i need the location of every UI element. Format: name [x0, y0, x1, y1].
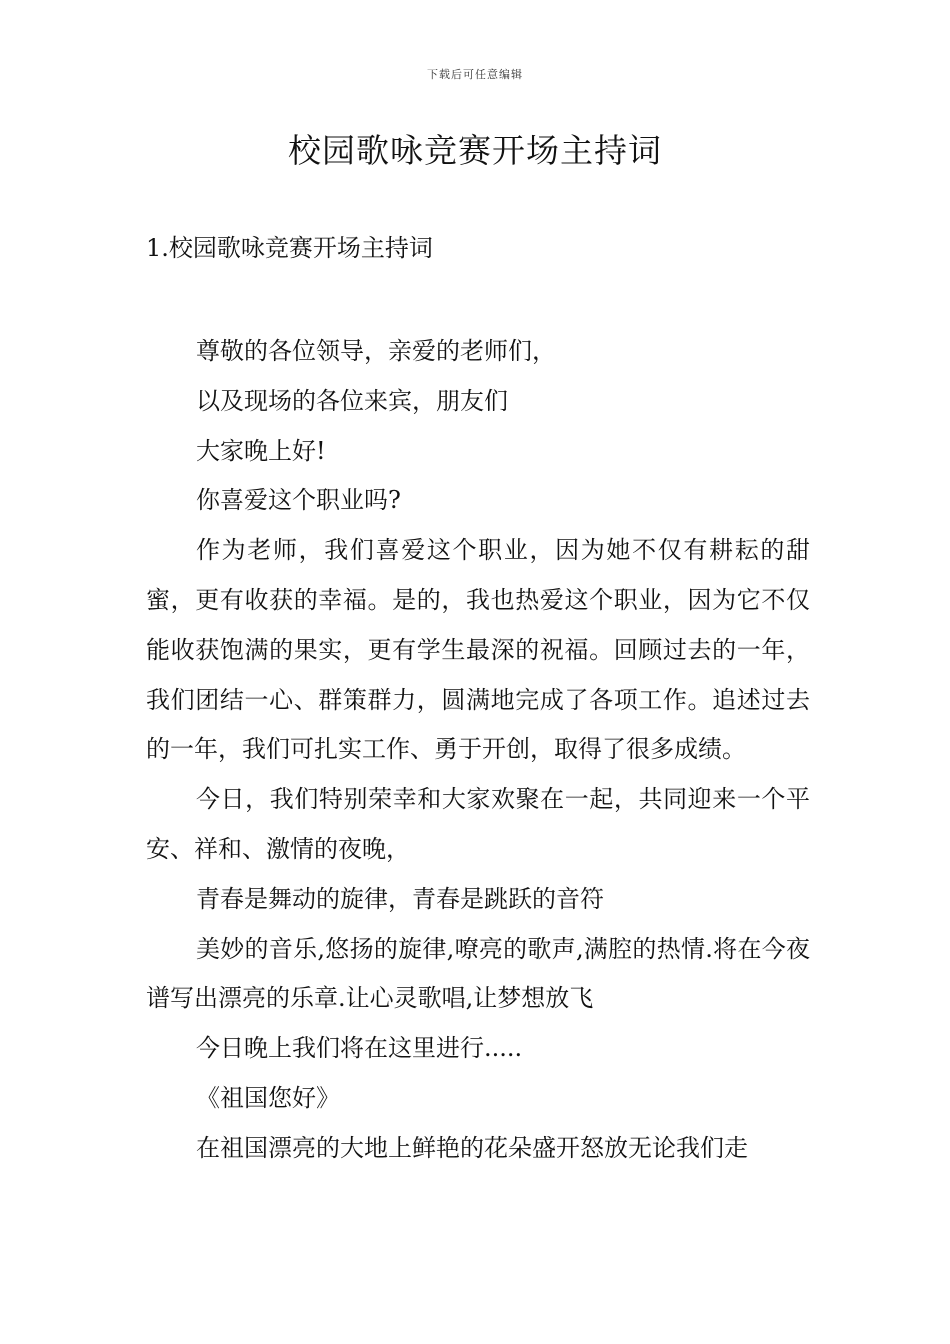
- paragraph-music: 美妙的音乐,悠扬的旋律,嘹亮的歌声,满腔的热情.将在今夜谱写出漂亮的乐章.让心灵歌唱,让梦想放飞: [146, 934, 810, 1013]
- header-note: 下载后可任意编辑: [427, 68, 523, 81]
- paragraph-youth: 青春是舞动的旋律，青春是跳跃的音符: [196, 884, 604, 913]
- paragraph-greeting: 尊敬的各位领导，亲爱的老师们，: [196, 337, 556, 365]
- paragraph-tonight: 今日，我们特别荣幸和大家欢聚在一起，共同迎来一个平安、祥和、激情的夜晚，: [146, 785, 810, 863]
- paragraph-question: 你喜爱这个职业吗?: [196, 486, 401, 515]
- paragraph-song-title: 《祖国您好》: [196, 1083, 340, 1112]
- paragraph-guests: 以及现场的各位来宾，朋友们: [196, 386, 508, 415]
- paragraph-teacher: 作为老师，我们喜爱这个职业，因为她不仅有耕耘的甜蜜，更有收获的幸福。是的，我也热爱这个职业，因为它不仅能收获饱满的果实，更有学生最深的祝福。回顾过去的一年，我们团结一心、群策群力，圆满地完成了各项工作。追述过去的一年，我们可扎实工作、勇于开创，取得了很多成绩。: [146, 536, 810, 764]
- paragraph-program: 今日晚上我们将在这里进行.....: [196, 1034, 523, 1063]
- document-title: 校园歌咏竞赛开场主持词: [288, 131, 662, 170]
- paragraph-homeland: 在祖国漂亮的大地上鲜艳的花朵盛开怒放无论我们走: [196, 1133, 748, 1162]
- document-body: [146, 327, 810, 1174]
- paragraph-good-evening: 大家晚上好!: [196, 436, 326, 465]
- section-heading: 1.校园歌咏竞赛开场主持词: [146, 234, 433, 262]
